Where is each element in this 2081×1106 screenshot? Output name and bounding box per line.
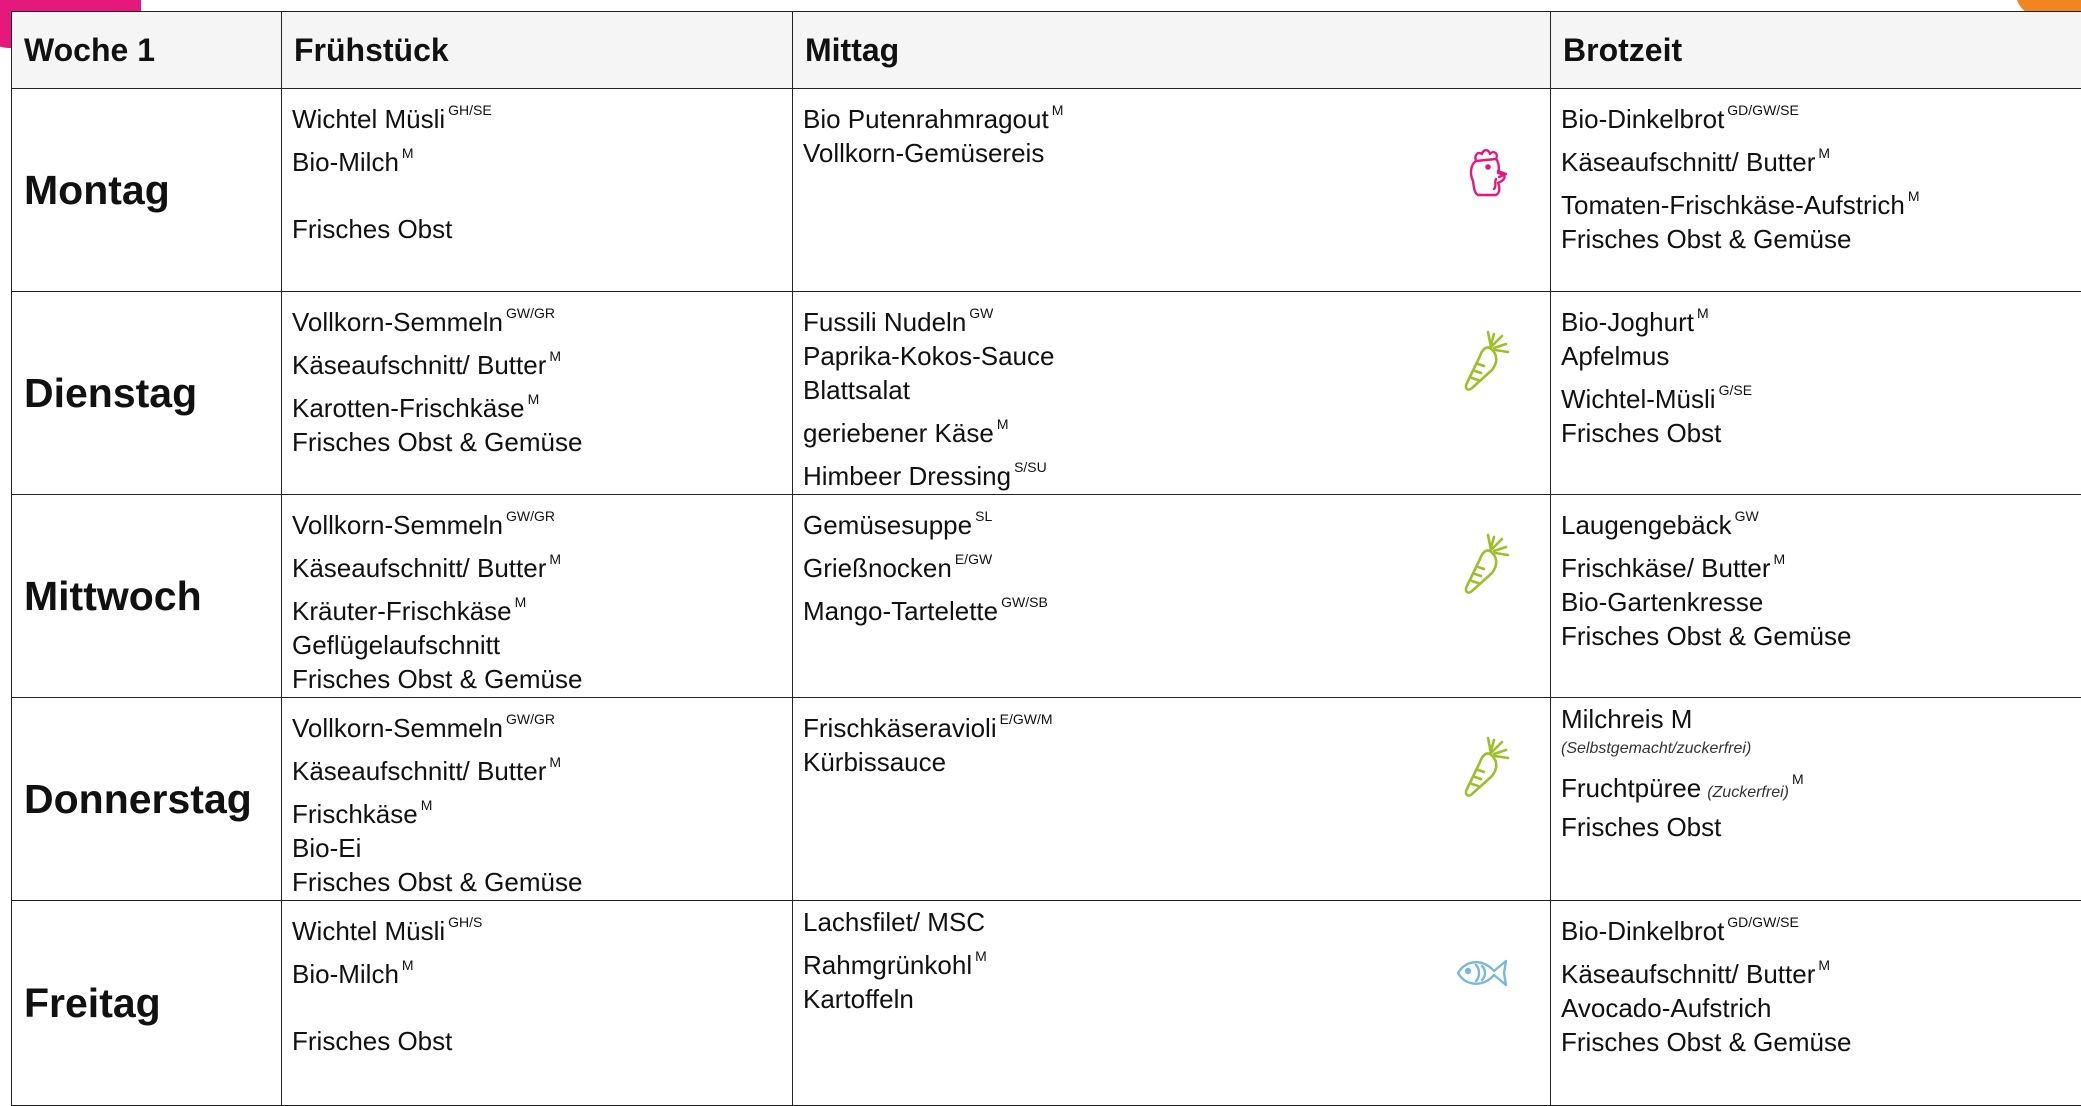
fruehstueck-item [292, 499, 792, 542]
fruehstueck-item-text: Wichtel Müsli [292, 916, 445, 946]
cell-mittag [793, 495, 1551, 698]
cell-fruehstueck [282, 495, 793, 698]
cell-fruehstueck [282, 292, 793, 495]
brotzeit-item [1561, 762, 2081, 810]
brotzeit-item-text: Frisches Obst & Gemüse [1561, 621, 1851, 651]
cell-fruehstueck [282, 89, 793, 292]
brotzeit-item [1561, 542, 2081, 585]
mittag-item [803, 745, 1550, 779]
cell-brotzeit [1551, 89, 2081, 292]
allergen-code: M [528, 391, 540, 407]
mittag-item [803, 982, 1550, 1016]
header-row [12, 12, 2081, 89]
fruehstueck-item-text: Frisches Obst [292, 1026, 452, 1056]
week-label: Woche 1 [12, 12, 282, 89]
chicken-icon [1464, 147, 1510, 197]
brotzeit-item-text: Bio-Dinkelbrot [1561, 104, 1724, 134]
allergen-code: GW/GR [506, 305, 555, 321]
fruehstueck-item-text: Wichtel Müsli [292, 104, 445, 134]
spacer [292, 991, 792, 1024]
mittag-item [803, 296, 1550, 339]
mittag-item-text: Himbeer Dressing [803, 461, 1011, 491]
mittag-item [803, 702, 1550, 745]
mittag-item [803, 93, 1550, 136]
brotzeit-item-text: Käseaufschnitt/ Butter [1561, 959, 1815, 989]
mittag-item-text: Bio Putenrahmragout [803, 104, 1049, 134]
allergen-code: M [1908, 188, 1920, 204]
day-row-donnerstag [12, 698, 2081, 901]
fruehstueck-item-text: Vollkorn-Semmeln [292, 713, 503, 743]
fruehstueck-item [292, 212, 792, 246]
day-name: Mittwoch [12, 495, 282, 698]
allergen-code: M [1818, 145, 1830, 161]
fruehstueck-item [292, 948, 792, 991]
mittag-item [803, 905, 1550, 939]
day-row-freitag [12, 901, 2081, 1106]
cell-brotzeit [1551, 495, 2081, 698]
brotzeit-item-text: Bio-Gartenkresse [1561, 587, 1763, 617]
cell-mittag [793, 89, 1551, 292]
day-name: Donnerstag [12, 698, 282, 901]
brotzeit-item [1561, 585, 2081, 619]
fruehstueck-item-text: Vollkorn-Semmeln [292, 510, 503, 540]
fruehstueck-item [292, 425, 792, 459]
allergen-code: M [402, 957, 414, 973]
mittag-item [803, 136, 1550, 170]
mittag-item-text: Rahmgrünkohl [803, 950, 972, 980]
allergen-code: M [549, 754, 561, 770]
allergen-code: M [975, 948, 987, 964]
cell-fruehstueck [282, 901, 793, 1106]
brotzeit-note: (Selbstgemacht/zuckerfrei) [1561, 736, 2081, 762]
allergen-code: GW/SB [1001, 594, 1048, 610]
allergen-code: M [421, 797, 433, 813]
brotzeit-item [1561, 93, 2081, 136]
fruehstueck-item-text: Vollkorn-Semmeln [292, 307, 503, 337]
mittag-item-text: Gemüsesuppe [803, 510, 972, 540]
cell-mittag [793, 901, 1551, 1106]
day-name: Montag [12, 89, 282, 292]
fruehstueck-item [292, 788, 792, 831]
fruehstueck-item-text: Frisches Obst & Gemüse [292, 867, 582, 897]
allergen-code: M [1792, 771, 1804, 787]
allergen-code: E/GW/M [1000, 711, 1053, 727]
brotzeit-item [1561, 416, 2081, 450]
fruehstueck-item [292, 905, 792, 948]
fruehstueck-item [292, 93, 792, 136]
day-row-montag [12, 89, 2081, 292]
cell-fruehstueck [282, 698, 793, 901]
fruehstueck-item [292, 585, 792, 628]
brotzeit-item [1561, 905, 2081, 948]
brotzeit-item [1561, 296, 2081, 339]
fruehstueck-item-text: Käseaufschnitt/ Butter [292, 350, 546, 380]
allergen-code: M [402, 145, 414, 161]
fruehstueck-item-text: Bio-Milch [292, 147, 399, 177]
brotzeit-item [1561, 991, 2081, 1025]
allergen-code: SL [975, 508, 992, 524]
carrot-icon [1458, 326, 1510, 392]
mittag-item [803, 450, 1550, 493]
mittag-item-text: Lachsfilet/ MSC [803, 907, 985, 937]
mittag-item-text: Kartoffeln [803, 984, 914, 1014]
brotzeit-item-note: (Zuckerfrei) [1707, 784, 1789, 801]
cell-brotzeit [1551, 901, 2081, 1106]
allergen-code: GD/GW/SE [1727, 102, 1799, 118]
brotzeit-item-text: Bio-Dinkelbrot [1561, 916, 1724, 946]
allergen-code: G/SE [1719, 382, 1752, 398]
fruehstueck-item [292, 296, 792, 339]
cell-brotzeit [1551, 698, 2081, 901]
fruehstueck-item-text: Käseaufschnitt/ Butter [292, 756, 546, 786]
brotzeit-item-text: Apfelmus [1561, 341, 1669, 371]
fruehstueck-item [292, 745, 792, 788]
allergen-code: E/GW [955, 551, 992, 567]
carrot-icon [1458, 732, 1510, 798]
cell-mittag [793, 292, 1551, 495]
allergen-code: M [1774, 551, 1786, 567]
allergen-code: GW [969, 305, 993, 321]
fruehstueck-item-text: Frischkäse [292, 799, 418, 829]
column-header-fruehstueck: Frühstück [282, 12, 793, 89]
brotzeit-item [1561, 619, 2081, 653]
day-name: Freitag [12, 901, 282, 1106]
allergen-code: S/SU [1014, 459, 1047, 475]
allergen-code: M [515, 594, 527, 610]
fruehstueck-item [292, 136, 792, 179]
brotzeit-item-text: Frisches Obst & Gemüse [1561, 1027, 1851, 1057]
brotzeit-item [1561, 810, 2081, 844]
brotzeit-item [1561, 373, 2081, 416]
brotzeit-item-text: Tomaten-Frischkäse-Aufstrich [1561, 190, 1905, 220]
brotzeit-item-text: Frisches Obst & Gemüse [1561, 224, 1851, 254]
brotzeit-item [1561, 1025, 2081, 1059]
mittag-item [803, 499, 1550, 542]
brotzeit-item-text: Frischkäse/ Butter [1561, 553, 1771, 583]
brotzeit-item-text: Bio-Joghurt [1561, 307, 1694, 337]
mittag-item [803, 542, 1550, 585]
brotzeit-item [1561, 136, 2081, 179]
brotzeit-item-text: Avocado-Aufstrich [1561, 993, 1772, 1023]
mittag-item [803, 373, 1550, 407]
mittag-item-text: Blattsalat [803, 375, 910, 405]
allergen-code: GH/S [448, 914, 482, 930]
brotzeit-item [1561, 499, 2081, 542]
brotzeit-item [1561, 339, 2081, 373]
mittag-item-text: Vollkorn-Gemüsereis [803, 138, 1044, 168]
mittag-item-text: Frischkäseravioli [803, 713, 997, 743]
day-name: Dienstag [12, 292, 282, 495]
allergen-code: GH/SE [448, 102, 492, 118]
fruehstueck-item [292, 628, 792, 662]
allergen-code: M [997, 416, 1009, 432]
cell-brotzeit [1551, 292, 2081, 495]
fruehstueck-item-text: Frisches Obst & Gemüse [292, 427, 582, 457]
fruehstueck-item-text: Frisches Obst [292, 214, 452, 244]
fruehstueck-item-text: Frisches Obst & Gemüse [292, 664, 582, 694]
allergen-code: M [1818, 957, 1830, 973]
cell-mittag [793, 698, 1551, 901]
fruehstueck-item-text: Bio-Ei [292, 833, 361, 863]
allergen-code: M [549, 348, 561, 364]
brotzeit-item [1561, 702, 2081, 736]
brotzeit-item-text: Milchreis M [1561, 704, 1692, 734]
allergen-code: M [1697, 305, 1709, 321]
mittag-item [803, 407, 1550, 450]
mittag-item [803, 339, 1550, 373]
meal-plan-table [11, 11, 2081, 1106]
brotzeit-item [1561, 948, 2081, 991]
day-row-mittwoch [12, 495, 2081, 698]
spacer [292, 179, 792, 212]
brotzeit-item-text: Fruchtpüree [1561, 773, 1701, 803]
brotzeit-item [1561, 222, 2081, 256]
fish-icon [1454, 953, 1510, 993]
column-header-mittag: Mittag [793, 12, 1551, 89]
column-header-brotzeit: Brotzeit [1551, 12, 2081, 89]
fruehstueck-item [292, 865, 792, 899]
brotzeit-item-text: Wichtel-Müsli [1561, 384, 1716, 414]
brotzeit-item-text: Laugengebäck [1561, 510, 1732, 540]
fruehstueck-item-text: Bio-Milch [292, 959, 399, 989]
fruehstueck-item [292, 702, 792, 745]
mittag-item-text: Mango-Tartelette [803, 596, 998, 626]
fruehstueck-item [292, 339, 792, 382]
mittag-item [803, 939, 1550, 982]
fruehstueck-item-text: Kräuter-Frischkäse [292, 596, 512, 626]
fruehstueck-item [292, 662, 792, 696]
fruehstueck-item [292, 542, 792, 585]
fruehstueck-item-text: Geflügelaufschnitt [292, 630, 500, 660]
carrot-icon [1458, 529, 1510, 595]
brotzeit-item-text: Frisches Obst [1561, 418, 1721, 448]
allergen-code: GW/GR [506, 508, 555, 524]
fruehstueck-item-text: Karotten-Frischkäse [292, 393, 525, 423]
mittag-item-text: Kürbissauce [803, 747, 946, 777]
fruehstueck-item [292, 382, 792, 425]
brotzeit-item-text: Frisches Obst [1561, 812, 1721, 842]
brotzeit-item [1561, 179, 2081, 222]
fruehstueck-item [292, 831, 792, 865]
mittag-item [803, 585, 1550, 628]
allergen-code: M [1052, 102, 1064, 118]
day-row-dienstag [12, 292, 2081, 495]
allergen-code: GD/GW/SE [1727, 914, 1799, 930]
allergen-code: GW [1735, 508, 1759, 524]
fruehstueck-item-text: Käseaufschnitt/ Butter [292, 553, 546, 583]
brotzeit-item-text: Käseaufschnitt/ Butter [1561, 147, 1815, 177]
mittag-item-text: Fussili Nudeln [803, 307, 966, 337]
allergen-code: M [549, 551, 561, 567]
fruehstueck-item [292, 1024, 792, 1058]
mittag-item-text: Paprika-Kokos-Sauce [803, 341, 1054, 371]
mittag-item-text: geriebener Käse [803, 418, 994, 448]
allergen-code: GW/GR [506, 711, 555, 727]
mittag-item-text: Grießnocken [803, 553, 952, 583]
